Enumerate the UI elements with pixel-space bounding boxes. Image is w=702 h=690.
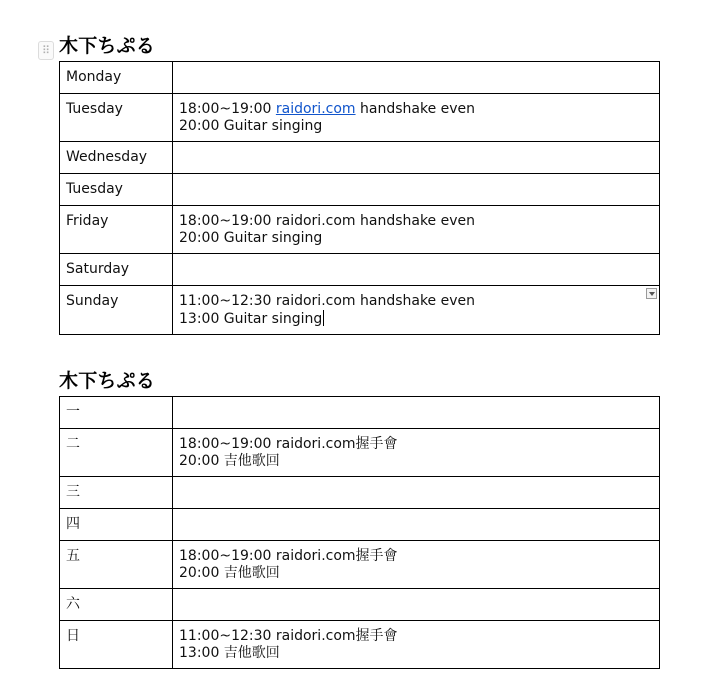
drag-handle-icon[interactable]: ⠿ xyxy=(38,41,54,60)
schedule-cell[interactable] xyxy=(173,286,660,335)
schedule-cell[interactable] xyxy=(173,254,660,286)
cell-content xyxy=(179,293,653,328)
day-cell[interactable]: 六 xyxy=(60,589,173,621)
table-row xyxy=(60,286,660,335)
schedule-cell[interactable] xyxy=(173,94,660,142)
schedule-cell[interactable] xyxy=(173,541,660,589)
schedule-en-table xyxy=(59,61,660,335)
schedule-line: 13:00 吉他歌回 xyxy=(179,645,280,661)
table-row xyxy=(60,206,660,254)
schedule-cell[interactable] xyxy=(173,62,660,94)
day-cell[interactable]: Friday xyxy=(60,206,173,254)
schedule-en-section xyxy=(59,33,660,335)
table-row xyxy=(60,477,660,509)
schedule-cell[interactable] xyxy=(173,142,660,174)
schedule-line: 20:00 Guitar singing xyxy=(179,118,323,134)
schedule-cell[interactable] xyxy=(173,397,660,429)
schedule-line: 20:00 Guitar singing xyxy=(179,230,323,246)
day-cell[interactable]: 三 xyxy=(60,477,173,509)
table-row xyxy=(60,397,660,429)
table-row xyxy=(60,94,660,142)
day-cell[interactable]: Saturday xyxy=(60,254,173,286)
time-text: 18:00~19:00 xyxy=(179,101,276,117)
schedule-line: 20:00 吉他歌回 xyxy=(179,565,280,581)
schedule-cell[interactable] xyxy=(173,621,660,669)
schedule-zh-section xyxy=(59,368,660,669)
table-row xyxy=(60,62,660,94)
schedule-line xyxy=(179,101,653,118)
table-row xyxy=(60,541,660,589)
schedule-cell[interactable] xyxy=(173,174,660,206)
table-row xyxy=(60,174,660,206)
schedule-line-text: 13:00 Guitar singing xyxy=(179,311,323,327)
table-row xyxy=(60,589,660,621)
schedule-en-title: 木下ちぷる xyxy=(59,35,156,57)
schedule-line xyxy=(179,310,653,328)
day-cell[interactable]: 二 xyxy=(60,429,173,477)
table-row xyxy=(60,429,660,477)
day-cell[interactable]: Tuesday xyxy=(60,94,173,142)
schedule-zh-table xyxy=(59,396,660,669)
dropdown-arrow-icon[interactable] xyxy=(646,288,657,299)
schedule-line: 11:00~12:30 raidori.com握手會 xyxy=(179,628,398,644)
schedule-zh-title: 木下ちぷる xyxy=(59,370,156,392)
schedule-line: 18:00~19:00 raidori.com handshake even xyxy=(179,213,476,229)
schedule-line: 18:00~19:00 raidori.com握手會 xyxy=(179,436,398,452)
schedule-line: 20:00 吉他歌回 xyxy=(179,453,280,469)
day-cell[interactable]: Tuesday xyxy=(60,174,173,206)
table-row xyxy=(60,254,660,286)
day-cell[interactable]: Wednesday xyxy=(60,142,173,174)
text-cursor xyxy=(323,310,324,326)
event-text: handshake even xyxy=(355,101,476,117)
day-cell[interactable]: Sunday xyxy=(60,286,173,335)
table-row xyxy=(60,509,660,541)
schedule-cell[interactable] xyxy=(173,589,660,621)
schedule-line: 11:00~12:30 raidori.com handshake even xyxy=(179,293,476,309)
schedule-cell[interactable] xyxy=(173,206,660,254)
day-cell[interactable]: 五 xyxy=(60,541,173,589)
schedule-cell[interactable] xyxy=(173,509,660,541)
schedule-line: 18:00~19:00 raidori.com握手會 xyxy=(179,548,398,564)
schedule-cell[interactable] xyxy=(173,429,660,477)
table-row xyxy=(60,142,660,174)
day-cell[interactable]: 一 xyxy=(60,397,173,429)
schedule-cell[interactable] xyxy=(173,477,660,509)
day-cell[interactable]: 日 xyxy=(60,621,173,669)
day-cell[interactable]: 四 xyxy=(60,509,173,541)
table-row xyxy=(60,621,660,669)
day-cell[interactable]: Monday xyxy=(60,62,173,94)
raidori-link[interactable]: raidori.com xyxy=(275,101,356,117)
